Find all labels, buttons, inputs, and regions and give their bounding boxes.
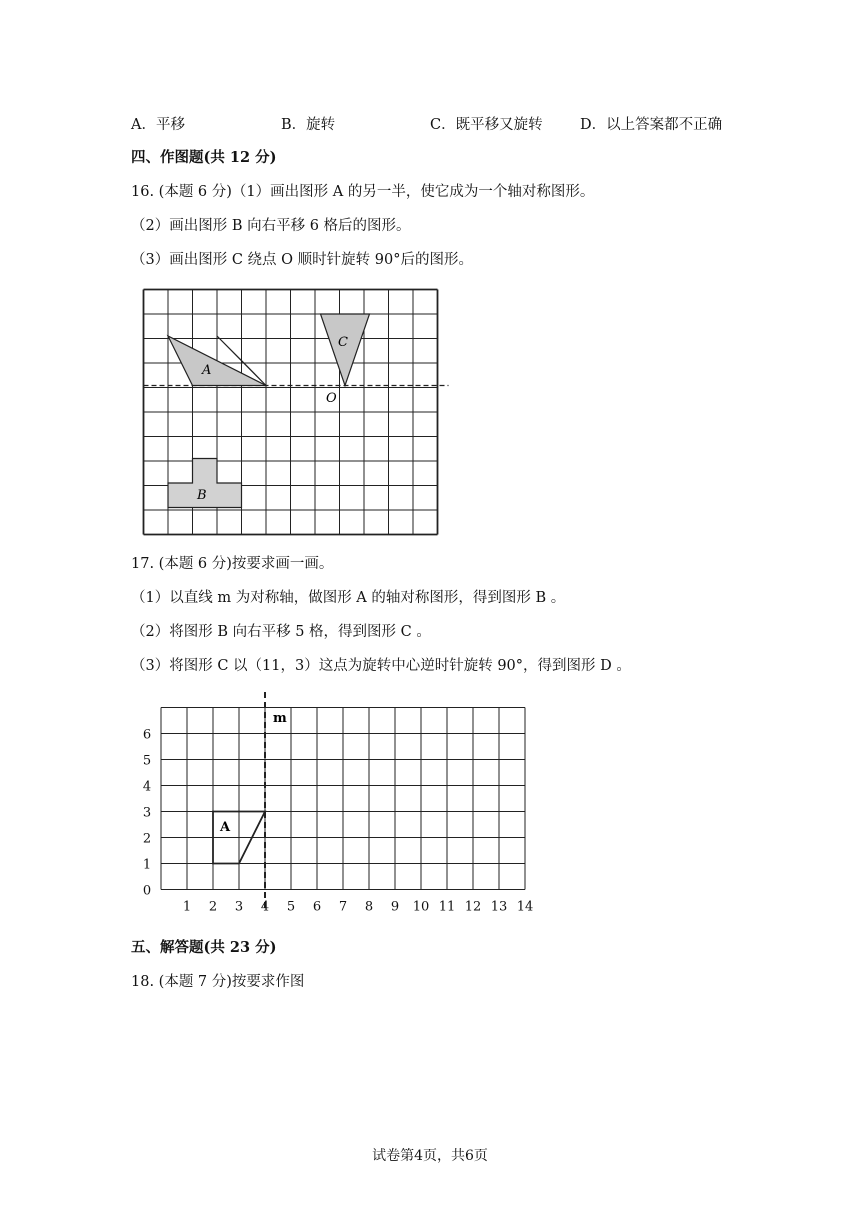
option-b: B．旋转 [281,117,336,133]
q17-y-tick: 6 [142,727,152,743]
q16-label-o: O [326,391,337,406]
q17-label-m: m [273,711,287,726]
option-a: A．平移 [131,117,185,133]
q17-line3: （2）将图形 B 向右平移 5 格，得到图形 C 。 [131,624,431,640]
q17-label-a: A [220,820,231,835]
q16-label-c: C [338,335,348,350]
q16-label-b: B [197,488,207,503]
q17-x-tick: 12 [464,899,482,915]
q17-x-tick: 13 [490,899,508,915]
q16-line3: （3）画出图形 C 绕点 O 顺时针旋转 90°后的图形。 [131,252,473,268]
q17-x-tick: 10 [412,899,430,915]
q17-x-tick: 1 [182,899,192,915]
q17-y-tick: 0 [142,883,152,899]
q17-y-tick: 4 [142,779,152,795]
q17-grid [161,708,525,890]
q17-grid-figure [135,688,545,916]
q17-x-tick: 3 [234,899,244,915]
q17-line4: （3）将图形 C 以（11，3）这点为旋转中心逆时针旋转 90°，得到图形 D 。 [131,658,631,674]
q17-x-tick: 5 [286,899,296,915]
q17-x-tick: 14 [516,899,534,915]
q17-x-tick: 7 [338,899,348,915]
option-d: D．以上答案都不正确 [580,117,723,133]
q17-x-tick: 6 [312,899,322,915]
section-title-5: 五、解答题(共 23 分) [131,939,277,956]
q17-x-tick: 8 [364,899,374,915]
q17-line2: （1）以直线 m 为对称轴，做图形 A 的轴对称图形，得到图形 B 。 [131,590,566,606]
q17-x-tick: 9 [390,899,400,915]
page-footer: 试卷第4页，共6页 [372,1148,488,1164]
q17-line1: 17. (本题 6 分)按要求画一画。 [131,556,334,572]
q17-x-tick: 11 [438,899,456,915]
q16-line2: （2）画出图形 B 向右平移 6 格后的图形。 [131,218,411,234]
q17-y-tick: 3 [142,805,152,821]
q17-y-tick: 2 [142,831,152,847]
q16-line1: 16. (本题 6 分)（1）画出图形 A 的另一半，使它成为一个轴对称图形。 [131,184,595,200]
q17-x-tick: 2 [208,899,218,915]
q17-y-tick: 5 [142,753,152,769]
q17-y-tick: 1 [142,857,152,873]
q18-line1: 18. (本题 7 分)按要求作图 [131,974,305,990]
q16-grid-figure [140,286,452,536]
option-c: C．既平移又旋转 [430,117,543,133]
q16-label-a: A [202,363,212,378]
q17-x-tick: 4 [260,899,270,915]
section-title-4: 四、作图题(共 12 分) [131,149,277,166]
